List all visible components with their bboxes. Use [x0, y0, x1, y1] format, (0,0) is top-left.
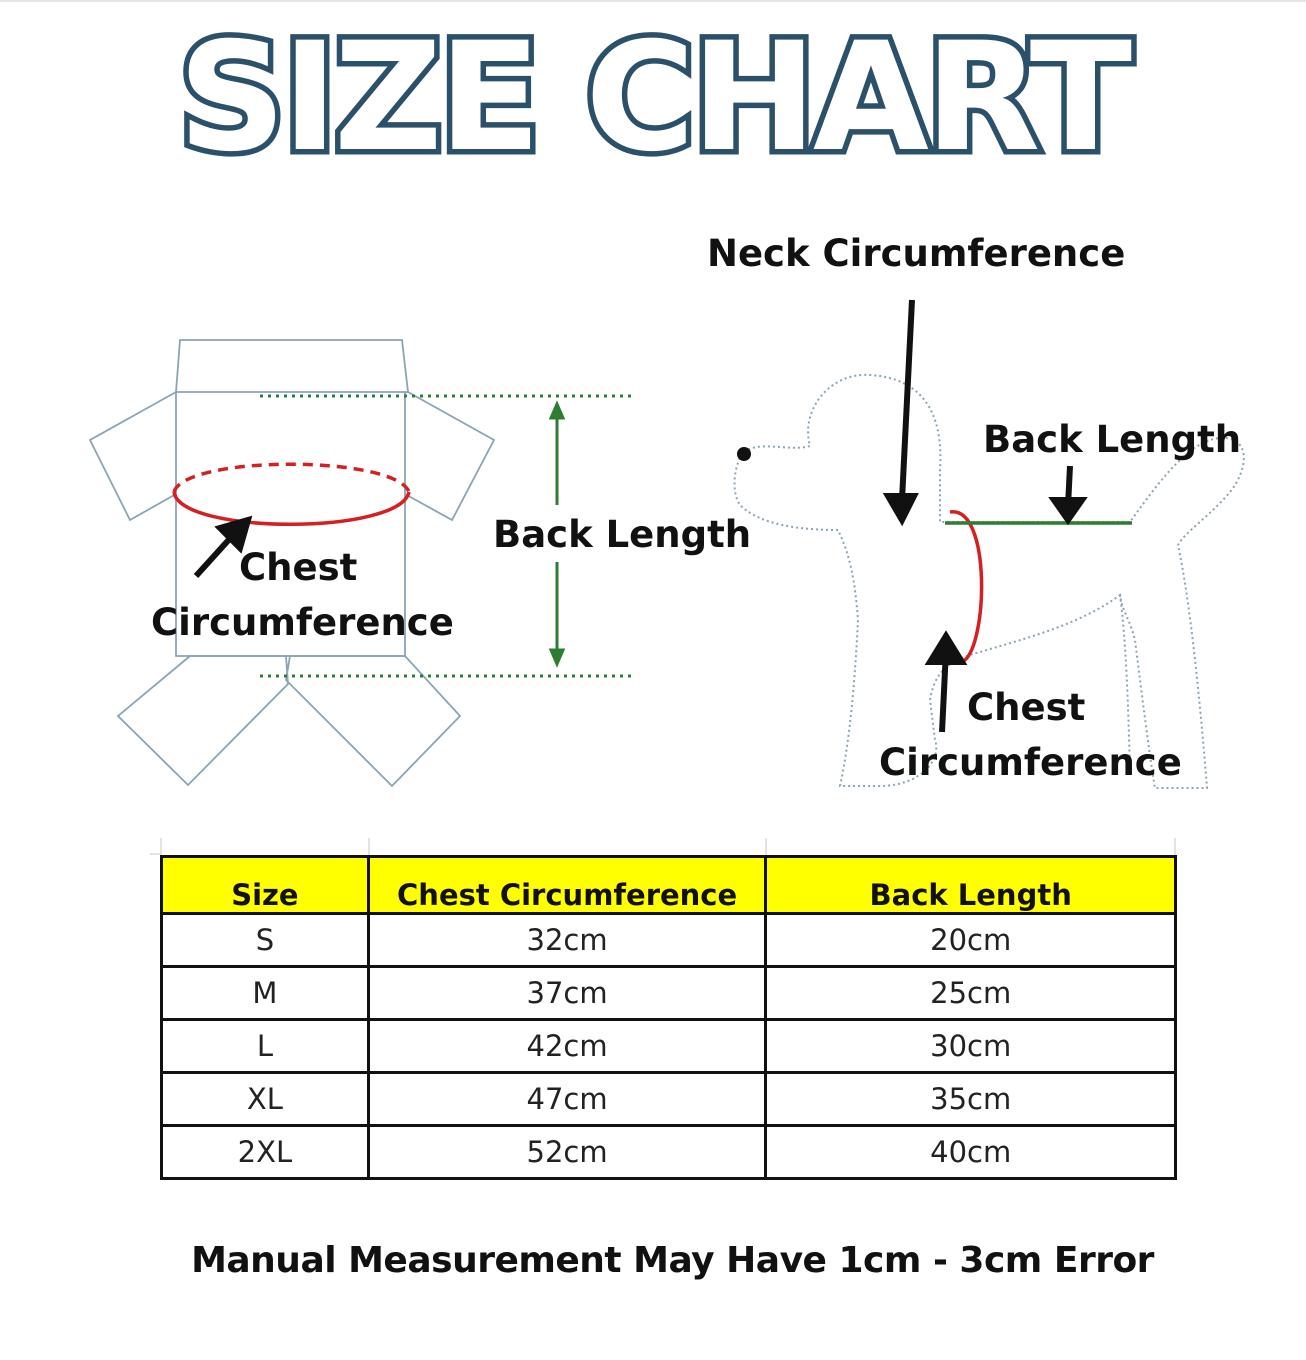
table-row [162, 967, 1176, 1020]
measurement-note: Manual Measurement May Have 1cm - 3cm Error [191, 1240, 1154, 1281]
header-back-length: Back Length [766, 857, 1176, 914]
cell-back-length: 25cm [766, 967, 1176, 1020]
cell-chest: 52cm [368, 1126, 766, 1179]
dog-nose-icon [737, 447, 751, 461]
table-row [162, 914, 1176, 967]
cell-size: L [162, 1020, 369, 1073]
size-table [160, 855, 1177, 1180]
dog-chest-arrow [930, 636, 962, 732]
grid-line [368, 838, 370, 856]
table-row [162, 1020, 1176, 1073]
grid-line [765, 838, 767, 856]
cell-back-length: 30cm [766, 1020, 1176, 1073]
table-header-row [162, 857, 1176, 914]
garment-chest-label-1: Chest [239, 546, 358, 589]
garment-back-label: Back Length [493, 513, 752, 556]
cell-size: S [162, 914, 369, 967]
dog-neck-label: Neck Circumference [707, 232, 1126, 275]
cell-size: 2XL [162, 1126, 369, 1179]
cell-chest: 37cm [368, 967, 766, 1020]
grid-line [1174, 838, 1176, 856]
dog-neck-arrow [888, 300, 914, 520]
dog-chest-label-1: Chest [967, 686, 1086, 729]
page-title: SIZE CHART [177, 11, 1129, 185]
cell-back-length: 20cm [766, 914, 1176, 967]
cell-back-length: 40cm [766, 1126, 1176, 1179]
table-row [162, 1073, 1176, 1126]
dog-chest-label-2: Circumference [879, 741, 1182, 784]
dog-back-label: Back Length [983, 418, 1242, 461]
header-chest: Chest Circumference [368, 857, 766, 914]
cell-chest: 32cm [368, 914, 766, 967]
cell-size: M [162, 967, 369, 1020]
dog-back-arrow [1054, 466, 1082, 520]
table-row [162, 1126, 1176, 1179]
garment-chest-ring [174, 464, 409, 524]
header-size: Size [162, 857, 369, 914]
dog-chest-ring [950, 512, 982, 662]
cell-chest: 47cm [368, 1073, 766, 1126]
cell-back-length: 35cm [766, 1073, 1176, 1126]
cell-size: XL [162, 1073, 369, 1126]
garment-chest-label-2: Circumference [151, 601, 454, 644]
cell-chest: 42cm [368, 1020, 766, 1073]
